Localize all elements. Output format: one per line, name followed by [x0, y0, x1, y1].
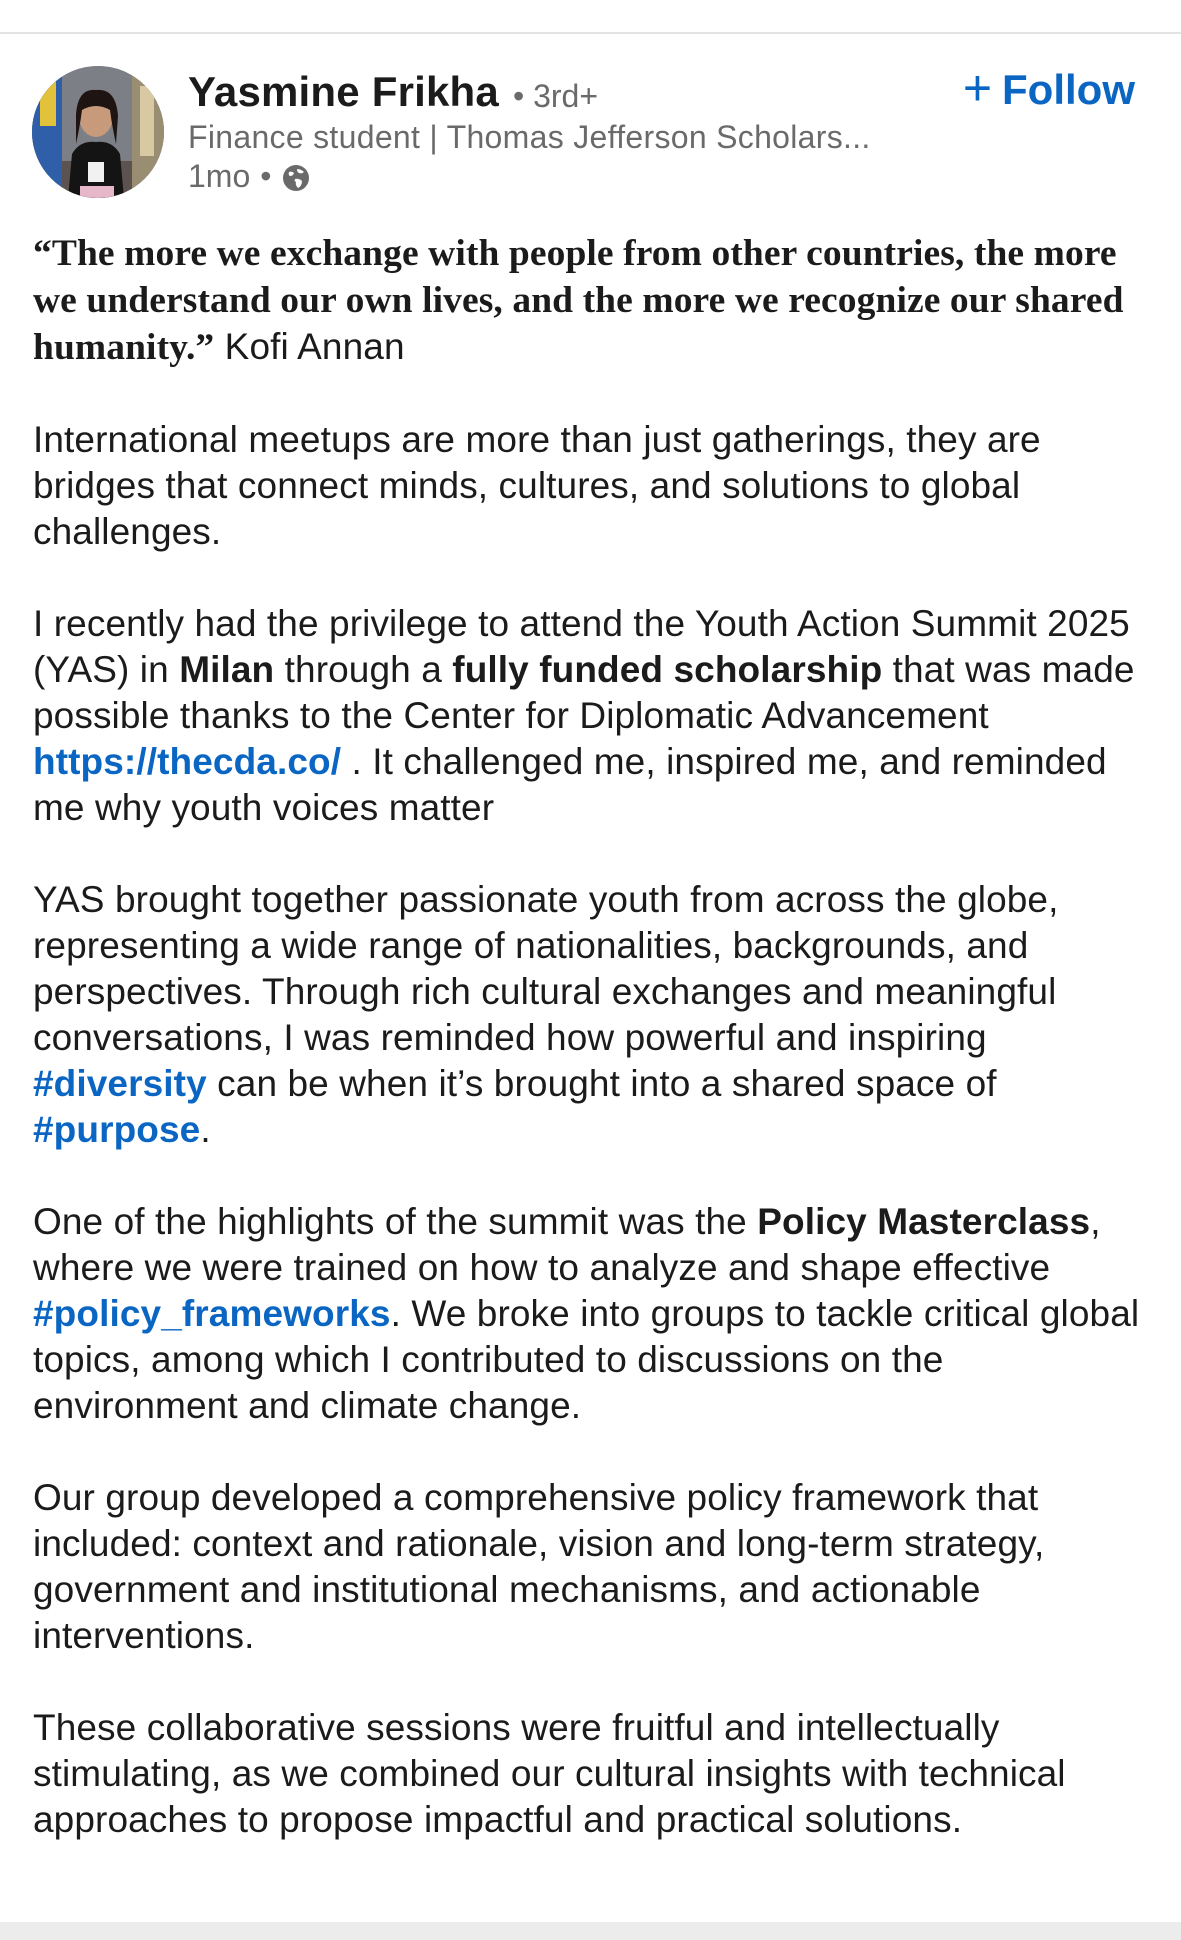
masterclass-text-1: One of the highlights of the summit was the	[33, 1201, 758, 1242]
connection-degree: • 3rd+	[513, 78, 599, 114]
quote-author: Kofi Annan	[214, 326, 405, 367]
summit-text-1: I recently had the privilege to attend the Youth Action Summit 2025 (YAS) in	[33, 603, 1130, 690]
summit-text-2: through a	[274, 649, 453, 690]
author-name[interactable]: Yasmine Frikha	[188, 68, 499, 115]
masterclass-title: Policy Masterclass	[757, 1201, 1091, 1242]
meta-separator: •	[260, 158, 272, 194]
hashtag-policy-frameworks[interactable]: #policy_frameworks	[33, 1293, 391, 1334]
paragraph-framework: Our group developed a comprehensive policy framework that included: context and rationale, vision and long-term strategy, government and institutional mechanisms, and actionable interventions.	[33, 1477, 1045, 1656]
yas-text-3: .	[200, 1109, 211, 1150]
plus-icon: +	[962, 60, 993, 116]
avatar[interactable]	[32, 66, 164, 198]
globe-icon	[281, 163, 311, 193]
hashtag-purpose[interactable]: #purpose	[33, 1109, 201, 1150]
hashtag-diversity[interactable]: #diversity	[33, 1063, 207, 1104]
paragraph-quote	[33, 230, 1153, 371]
post-time: 1mo	[188, 158, 251, 194]
yas-text-2: can be when it’s brought into a shared space of	[206, 1063, 997, 1104]
paragraph-sessions: These collaborative sessions were fruitful and intellectually stimulating, as we combined our cultural insights with technical approaches to propose impactful and practical solutions.	[33, 1707, 1066, 1840]
masterclass-text-3: . We broke into groups to tackle critical global topics, among which I contributed to discussions on the environment and climate change.	[33, 1293, 1140, 1426]
masterclass-text-2: , where we were trained on how to analyze and shape effective	[33, 1201, 1101, 1288]
yas-text-1: YAS brought together passionate youth from across the globe, representing a wide range of nationalities, backgrounds, and perspectives. Through rich cultural exchanges and meaningful conversations, I was reminded how powerful and inspiring	[33, 879, 1059, 1058]
paragraph-masterclass	[33, 1199, 1153, 1429]
bottom-shade	[0, 1922, 1181, 1940]
post-body	[33, 230, 1153, 1889]
paragraph-yas	[33, 877, 1153, 1153]
paragraph-intro: International meetups are more than just gatherings, they are bridges that connect minds, cultures, and solutions to global challenges.	[33, 419, 1041, 552]
avatar-photo	[32, 66, 164, 198]
summit-text-3: that was made possible thanks to the Center for Diplomatic Advancement	[33, 649, 1135, 736]
quote-text: “The more we exchange with people from other countries, the more we understand our own lives, and the more we recognize our shared humanity.”	[33, 233, 1124, 368]
paragraph-summit	[33, 601, 1153, 831]
author-headline[interactable]: Finance student | Thomas Jefferson Scholars...	[188, 119, 871, 155]
summit-scholarship: fully funded scholarship	[452, 649, 883, 690]
follow-button[interactable]	[962, 60, 1135, 116]
cda-link[interactable]: https://thecda.co/	[33, 741, 342, 782]
post-meta	[188, 158, 311, 195]
follow-label: Follow	[1002, 66, 1135, 113]
summit-city: Milan	[179, 649, 275, 690]
post-card	[0, 34, 1181, 1940]
summit-text-4: . It challenged me, inspired me, and reminded me why youth voices matter	[33, 741, 1107, 828]
